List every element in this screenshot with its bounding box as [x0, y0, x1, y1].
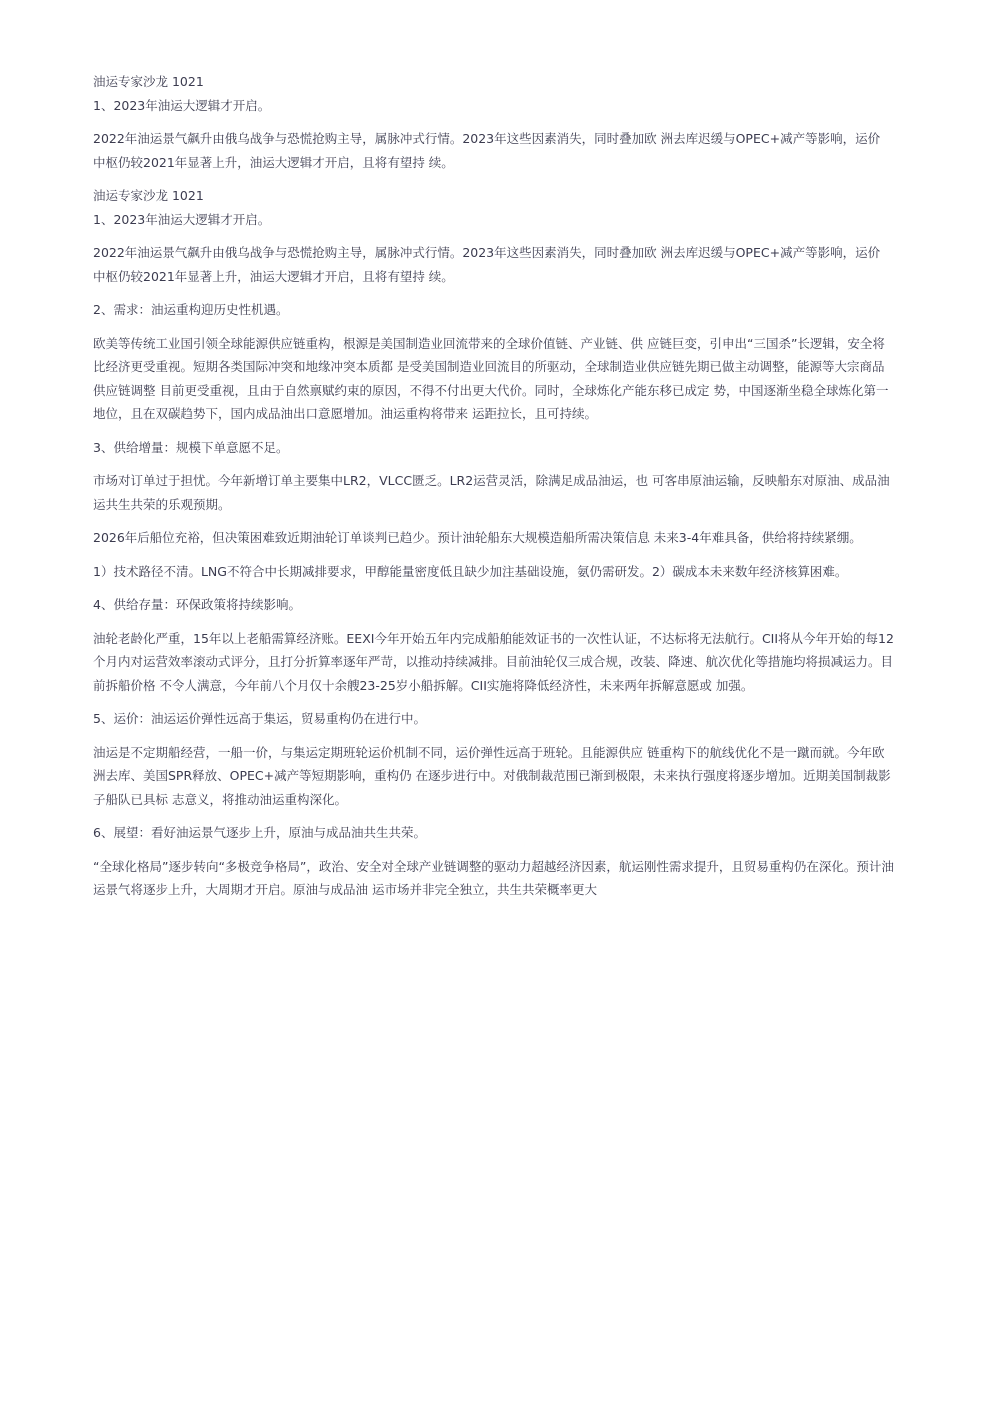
text-line: “全球化格局”逐步转向“多极竞争格局”，政治、安全对全球产业链调整的驱动力超越经济因素，航运刚性需求提升，且贸易重构仍在深化。预计油	[93, 858, 894, 874]
paragraph	[93, 241, 945, 288]
text-line: 洲去库、美国SPR释放、OPEC+减产等短期影响，重构仍 在逐步进行中。对俄制裁范围已渐到极限，未来执行强度将逐步增加。近期美国制裁影	[93, 768, 891, 783]
paragraph	[93, 707, 945, 731]
text-line: 3、供给增量：规模下单意愿不足。	[93, 439, 289, 455]
text-line: 5、运价：油运运价弹性远高于集运，贸易重构仍在进行中。	[93, 711, 426, 726]
text-line: 油运专家沙龙 1021	[93, 188, 204, 203]
text-line: 欧美等传统工业国引领全球能源供应链重构，根源是美国制造业回流带来的全球价值链、产业链、供 应链巨变，引申出“三国杀”长逻辑，安全将	[93, 335, 885, 351]
text-line: 市场对订单过于担忧。今年新增订单主要集中LR2，VLCC匮乏。LR2运营灵活，除满足成品油运，也 可客串原油运输，反映船东对原油、成品油	[93, 473, 890, 488]
paragraph	[93, 560, 945, 584]
text-line: 个月内对运营效率滚动式评分，且打分折算率逐年严苛，以推动持续减排。目前油轮仅三成合规，改装、降速、航次优化等措施均将损减运力。目	[93, 654, 894, 669]
text-line: 1、2023年油运大逻辑才开启。	[93, 97, 271, 113]
text-line: 2、需求：油运重构迎历史性机遇。	[93, 302, 289, 317]
document-page	[93, 70, 945, 912]
text-line: 1）技术路径不清。LNG不符合中长期减排要求，甲醇能量密度低且缺少加注基础设施，氨仍需研发。2）碳成本未来数年经济核算困难。	[93, 563, 848, 579]
text-line: 前拆船价格 不令人满意，今年前八个月仅十余艘23-25岁小船拆解。CII实施将降低经济性，未来两年拆解意愿或 加强。	[93, 677, 754, 693]
text-line: 4、供给存量：环保政策将持续影响。	[93, 597, 301, 612]
paragraph	[93, 526, 945, 550]
text-line: 2022年油运景气飙升由俄乌战争与恐慌抢购主导，属脉冲式行情。2023年这些因素消失，同时叠加欧 洲去库迟缓与OPEC+减产等影响，运价	[93, 245, 881, 260]
paragraph	[93, 436, 945, 460]
paragraph	[93, 821, 945, 845]
paragraph	[93, 127, 945, 174]
text-line: 油运专家沙龙 1021	[93, 74, 204, 89]
text-line: 比经济更受重视。短期各类国际冲突和地缘冲突本质都 是受美国制造业回流目的所驱动，全球制造业供应链先期已做主动调整，能源等大宗商品	[93, 359, 885, 374]
text-line: 油运是不定期船经营，一船一价，与集运定期班轮运价机制不同，运价弹性远高于班轮。且能源供应 链重构下的航线优化不是一蹴而就。今年欧	[93, 744, 885, 760]
text-line: 地位，且在双碳趋势下，国内成品油出口意愿增加。油运重构将带来 运距拉长，且可持续。	[93, 406, 597, 421]
paragraph	[93, 741, 945, 812]
text-line: 2026年后船位充裕，但决策困难致近期油轮订单谈判已趋少。预计油轮船东大规模造船所需决策信息 未来3-4年难具备，供给将持续紧绷。	[93, 530, 862, 545]
paragraph	[93, 332, 945, 426]
text-line: 油轮老龄化严重，15年以上老船需算经济账。EEXI今年开始五年内完成船舶能效证书的一次性认证，不达标将无法航行。CII将从今年开始的每12	[93, 630, 894, 646]
paragraph	[93, 627, 945, 698]
text-line: 6、展望：看好油运景气逐步上升，原油与成品油共生共荣。	[93, 825, 426, 840]
paragraph	[93, 593, 945, 617]
text-line: 中枢仍较2021年显著上升，油运大逻辑才开启，且将有望持 续。	[93, 268, 454, 284]
text-line: 运共生共荣的乐观预期。	[93, 496, 231, 512]
text-line: 中枢仍较2021年显著上升，油运大逻辑才开启，且将有望持 续。	[93, 154, 454, 170]
paragraph	[93, 855, 945, 902]
text-line: 子船队已具标 志意义，将推动油运重构深化。	[93, 791, 347, 807]
paragraph	[93, 298, 945, 322]
text-line: 2022年油运景气飙升由俄乌战争与恐慌抢购主导，属脉冲式行情。2023年这些因素消失，同时叠加欧 洲去库迟缓与OPEC+减产等影响，运价	[93, 131, 881, 146]
text-line: 供应链调整 目前更受重视，且由于自然禀赋约束的原因，不得不付出更大代价。同时，全球炼化产能东移已成定 势，中国逐渐坐稳全球炼化第一	[93, 382, 889, 398]
text-line: 运景气将逐步上升，大周期才开启。原油与成品油 运市场并非完全独立，共生共荣概率更大	[93, 882, 597, 897]
paragraph	[93, 469, 945, 516]
text-line: 1、2023年油运大逻辑才开启。	[93, 211, 271, 227]
paragraph	[93, 70, 945, 117]
paragraph	[93, 184, 945, 231]
